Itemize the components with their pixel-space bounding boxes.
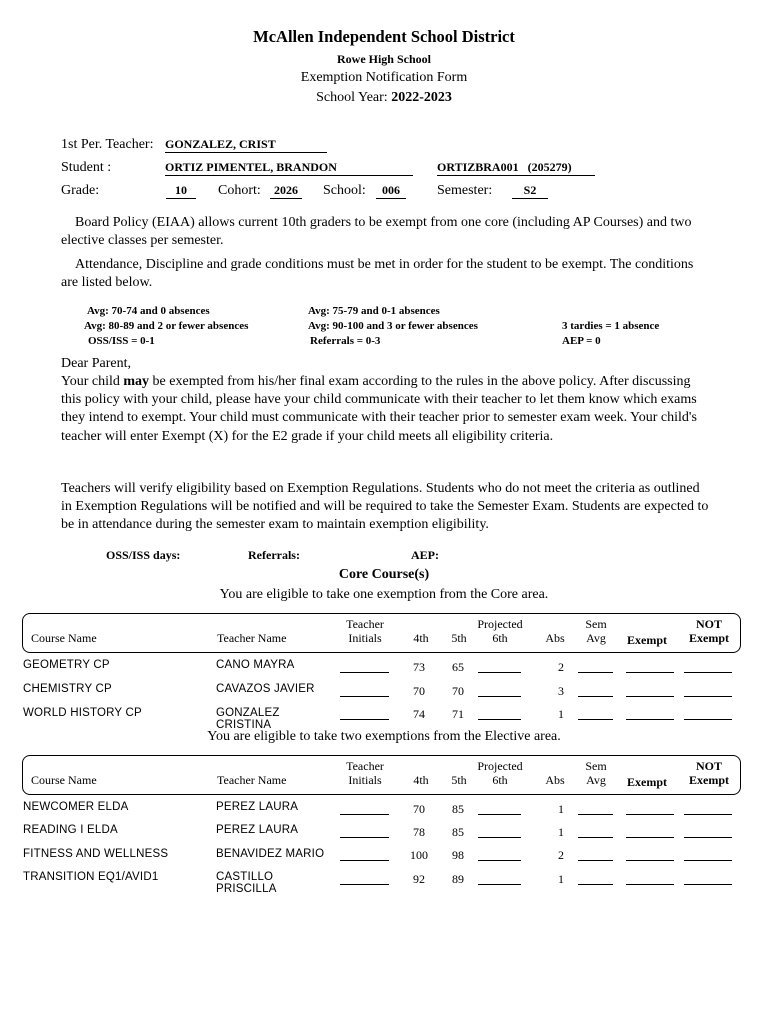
projected-field[interactable]	[478, 837, 521, 838]
not-exempt-field[interactable]	[684, 884, 732, 885]
sem-avg-field[interactable]	[578, 672, 613, 673]
teacher-value: GONZALEZ, CRIST	[165, 137, 327, 153]
grade-4th: 78	[413, 825, 425, 839]
school-year	[0, 90, 768, 106]
student-number: (205279)	[527, 160, 572, 174]
teacher-label: 1st Per. Teacher:	[61, 137, 154, 152]
grade-5th: 71	[452, 707, 464, 721]
semester-value: S2	[512, 183, 548, 199]
exempt-field[interactable]	[626, 672, 674, 673]
sem-avg-field[interactable]	[578, 837, 613, 838]
col-not-exempt	[682, 759, 736, 787]
teacher-name: PEREZ LAURA	[216, 824, 299, 836]
col-initials-line1: Teacher	[346, 617, 384, 631]
school-year-value: 2022-2023	[391, 90, 452, 105]
col-sem-line2: Avg	[586, 773, 606, 787]
teacher-name: CASTILLO PRISCILLA	[216, 871, 277, 895]
form-title: Exemption Notification Form	[300, 70, 468, 85]
not-exempt-field[interactable]	[684, 696, 732, 697]
col-projected-line2: 6th	[492, 773, 508, 787]
condition-6: OSS/ISS = 0-1	[88, 335, 155, 347]
exempt-field[interactable]	[626, 814, 674, 815]
not-exempt-field[interactable]	[684, 814, 732, 815]
projected-field[interactable]	[478, 696, 521, 697]
course-name: READING I ELDA	[23, 824, 118, 836]
school-name: Rowe High School	[336, 52, 431, 66]
exempt-field[interactable]	[626, 719, 674, 720]
grade-value: 10	[166, 183, 196, 199]
initials-field[interactable]	[340, 696, 389, 697]
grade-5th: 98	[452, 848, 464, 862]
col-projected-line1: Projected	[477, 617, 523, 631]
initials-field[interactable]	[340, 860, 389, 861]
teacher-name: BENAVIDEZ MARIO	[216, 848, 325, 860]
condition-5: 3 tardies = 1 absence	[562, 320, 660, 332]
course-name: WORLD HISTORY CP	[23, 707, 142, 719]
grade-4th: 70	[413, 684, 425, 698]
letter-p1-rest: be exempted from his/her final exam according to the rules in the above policy. After discussing this policy with your child, please have your child communicate with their teacher to let them know which exams they intend to exempt. Your child must communicate with their teacher prior to semester exam week. Your child's teacher will enter Exempt (X) for the E2 grade if your child meets all eligibility criteria.	[61, 374, 697, 444]
col-not-exempt	[682, 617, 736, 645]
elective-note: You are eligible to take two exemptions from the Elective area.	[207, 729, 561, 744]
sem-avg-field[interactable]	[578, 884, 613, 885]
col-projected-line1: Projected	[477, 759, 523, 773]
col-exempt: Exempt	[627, 633, 667, 647]
absences: 2	[558, 660, 564, 674]
col-not-line2: Exempt	[689, 631, 729, 645]
core-note: You are eligible to take one exemption from the Core area.	[219, 587, 549, 602]
course-name: TRANSITION EQ1/AVID1	[23, 871, 159, 883]
condition-1: Avg: 70-74 and 0 absences	[87, 305, 210, 317]
projected-field[interactable]	[478, 860, 521, 861]
col-teacher-name: Teacher Name	[217, 773, 287, 787]
col-4th: 4th	[413, 631, 429, 645]
absences: 1	[558, 872, 564, 886]
grade-5th: 85	[452, 825, 464, 839]
referrals-label: Referrals:	[248, 548, 300, 562]
course-name: NEWCOMER ELDA	[23, 801, 129, 813]
student-name: ORTIZ PIMENTEL, BRANDON	[165, 160, 413, 176]
grade-4th: 92	[413, 872, 425, 886]
grade-4th: 70	[413, 802, 425, 816]
policy-paragraph-2: Attendance, Discipline and grade conditions must be met in order for the student to be exempt. The conditions are listed below.	[61, 257, 694, 291]
core-title: Core Course(s)	[338, 567, 430, 582]
not-exempt-field[interactable]	[684, 719, 732, 720]
grade-5th: 65	[452, 660, 464, 674]
col-initials-line2: Initials	[348, 631, 382, 645]
col-teacher-initials	[339, 617, 391, 645]
teacher-name: GONZALEZ CRISTINA	[216, 707, 280, 731]
cohort-label: Cohort:	[218, 183, 261, 198]
student-id	[437, 160, 595, 176]
student-label: Student :	[61, 160, 112, 175]
course-name: FITNESS AND WELLNESS	[23, 848, 169, 860]
projected-field[interactable]	[478, 814, 521, 815]
col-projected	[470, 617, 530, 645]
absences: 3	[558, 684, 564, 698]
school-label: School:	[323, 183, 366, 198]
col-4th: 4th	[413, 773, 429, 787]
projected-field[interactable]	[478, 884, 521, 885]
absences: 1	[558, 802, 564, 816]
district-title: McAllen Independent School District	[253, 27, 515, 46]
teacher-name: PEREZ LAURA	[216, 801, 299, 813]
course-name: GEOMETRY CP	[23, 659, 110, 671]
exempt-field[interactable]	[626, 884, 674, 885]
grade-4th: 74	[413, 707, 425, 721]
grade-5th: 89	[452, 872, 464, 886]
sem-avg-field[interactable]	[578, 860, 613, 861]
student-id-code: ORTIZBRA001	[437, 160, 519, 174]
col-projected	[470, 759, 530, 787]
aep-label: AEP:	[411, 548, 439, 562]
absences: 1	[558, 707, 564, 721]
course-name: CHEMISTRY CP	[23, 683, 112, 695]
not-exempt-field[interactable]	[684, 860, 732, 861]
condition-4: Avg: 90-100 and 3 or fewer absences	[308, 320, 478, 332]
absences: 1	[558, 825, 564, 839]
initials-field[interactable]	[340, 814, 389, 815]
col-abs: Abs	[545, 631, 565, 645]
initials-field[interactable]	[340, 719, 389, 720]
cohort-value: 2026	[270, 183, 302, 199]
col-5th: 5th	[451, 631, 467, 645]
col-sem-line1: Sem	[585, 617, 607, 631]
letter-p1-bold: may	[123, 374, 150, 389]
col-initials-line2: Initials	[348, 773, 382, 787]
not-exempt-field[interactable]	[684, 672, 732, 673]
col-sem-avg	[580, 617, 612, 645]
condition-8: AEP = 0	[562, 335, 601, 347]
letter-p1-start: Your child	[61, 374, 124, 389]
grade-4th: 100	[410, 848, 428, 862]
school-code: 006	[376, 183, 406, 199]
not-exempt-field[interactable]	[684, 837, 732, 838]
col-not-line1: NOT	[695, 617, 722, 631]
initials-field[interactable]	[340, 672, 389, 673]
col-exempt: Exempt	[627, 775, 667, 789]
exempt-field[interactable]	[626, 696, 674, 697]
col-not-line2: Exempt	[689, 773, 729, 787]
core-table-header	[22, 613, 741, 653]
col-initials-line1: Teacher	[346, 759, 384, 773]
grade-5th: 85	[452, 802, 464, 816]
sem-avg-field[interactable]	[578, 696, 613, 697]
sem-avg-field[interactable]	[578, 719, 613, 720]
grade-label: Grade:	[61, 183, 100, 198]
teacher-name: CAVAZOS JAVIER	[216, 683, 315, 695]
letter-paragraph-1	[61, 373, 711, 446]
exempt-field[interactable]	[626, 860, 674, 861]
letter-paragraph-2: Teachers will verify eligibility based on Exemption Regulations. Students who do not meet the criteria as outlined in Exemption Regulations will be notified and will be required to take the Semester Exam. Students are expected to be in attendance during the semester exam to maintain exemption eligibility.	[61, 481, 709, 533]
greeting: Dear Parent,	[61, 356, 131, 371]
col-not-line1: NOT	[695, 759, 722, 773]
col-course-name: Course Name	[31, 773, 97, 787]
col-sem-avg	[580, 759, 612, 787]
oss-iss-label: OSS/ISS days:	[106, 548, 181, 562]
policy-paragraph-1: Board Policy (EIAA) allows current 10th graders to be exempt from one core (including AP Courses) and two elective classes per semester.	[61, 215, 692, 249]
sem-avg-field[interactable]	[578, 814, 613, 815]
condition-3: Avg: 80-89 and 2 or fewer absences	[84, 320, 249, 332]
absences: 2	[558, 848, 564, 862]
elective-table-header	[22, 755, 741, 795]
school-year-label: School Year:	[316, 90, 388, 105]
col-teacher-initials	[339, 759, 391, 787]
projected-field[interactable]	[478, 672, 521, 673]
col-5th: 5th	[451, 773, 467, 787]
grade-5th: 70	[452, 684, 464, 698]
condition-7: Referrals = 0-3	[310, 335, 381, 347]
col-sem-line1: Sem	[585, 759, 607, 773]
grade-4th: 73	[413, 660, 425, 674]
teacher-name: CANO MAYRA	[216, 659, 295, 671]
col-teacher-name: Teacher Name	[217, 631, 287, 645]
col-abs: Abs	[545, 773, 565, 787]
projected-field[interactable]	[478, 719, 521, 720]
col-projected-line2: 6th	[492, 631, 508, 645]
initials-field[interactable]	[340, 837, 389, 838]
condition-2: Avg: 75-79 and 0-1 absences	[308, 305, 440, 317]
exempt-field[interactable]	[626, 837, 674, 838]
col-course-name: Course Name	[31, 631, 97, 645]
col-sem-line2: Avg	[586, 631, 606, 645]
initials-field[interactable]	[340, 884, 389, 885]
semester-label: Semester:	[437, 183, 493, 198]
